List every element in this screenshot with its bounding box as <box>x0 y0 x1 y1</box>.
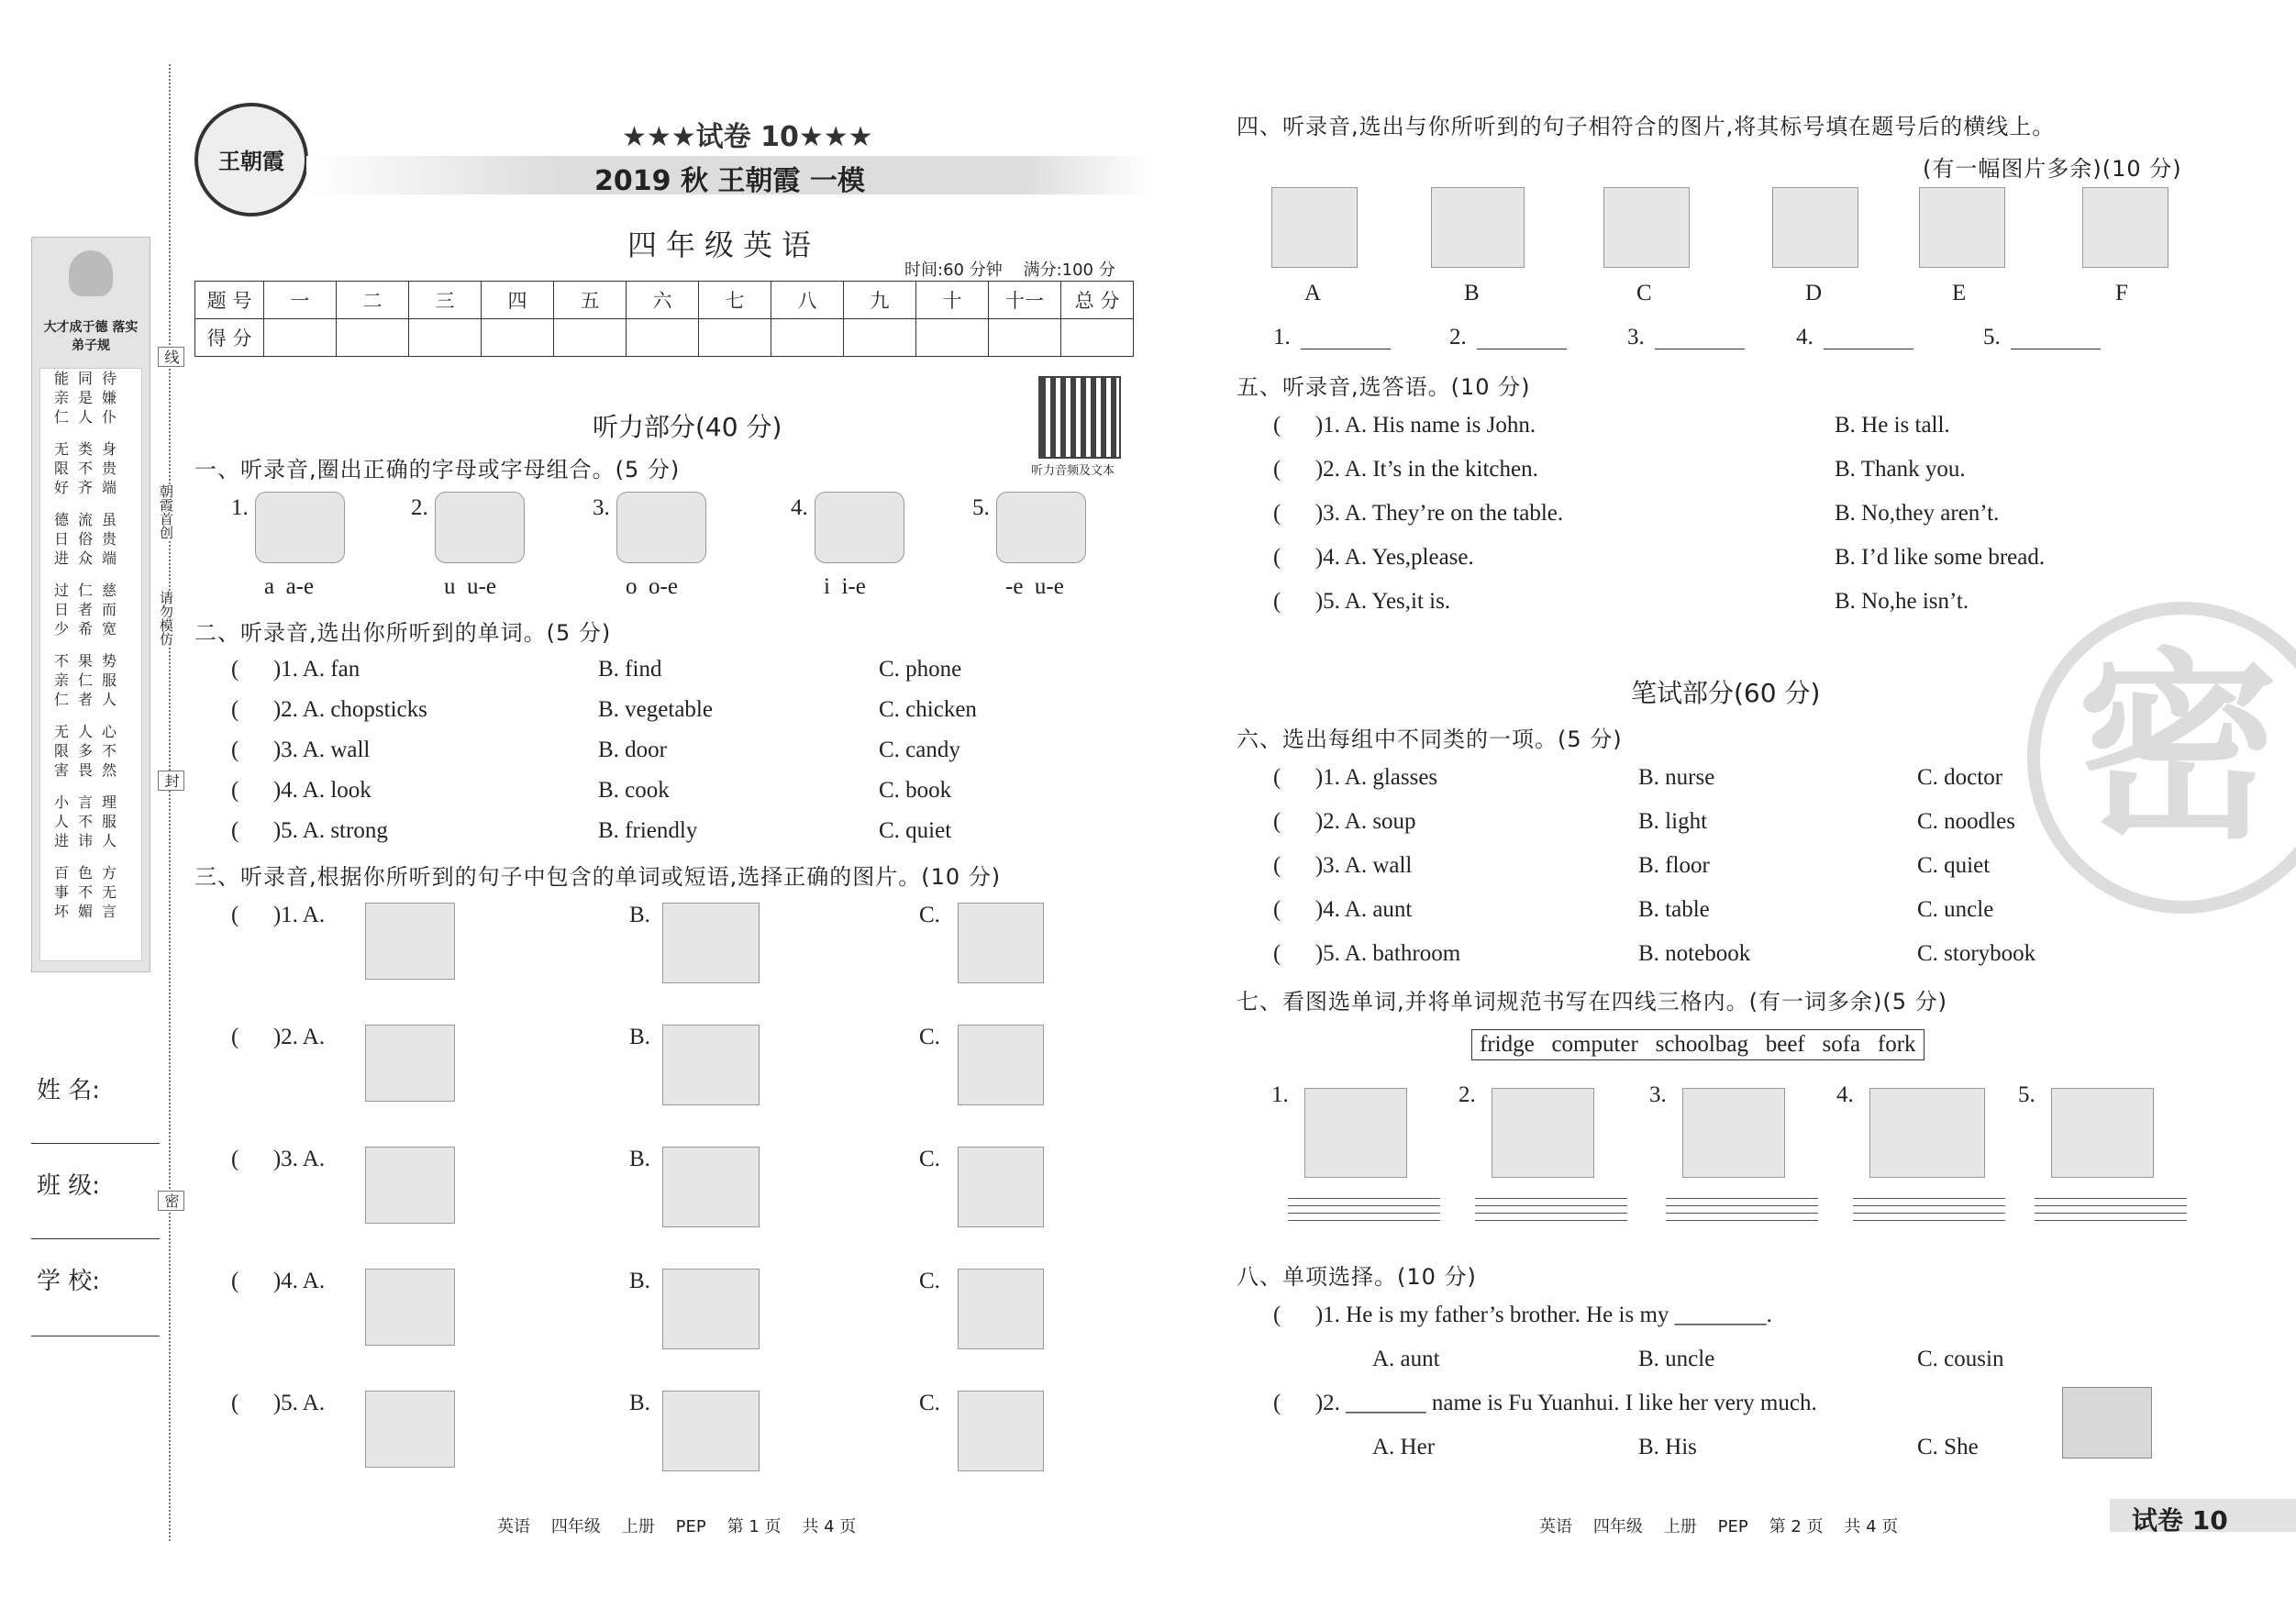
q1-picture-kids <box>996 492 1086 563</box>
q4-picture-e[interactable] <box>1919 187 2005 268</box>
q3-picture-b-kitchen[interactable] <box>662 1391 760 1471</box>
q6-question[interactable]: ( )5. A. bathroom <box>1273 941 1461 966</box>
q3-picture-c-spoon[interactable] <box>958 1025 1044 1105</box>
q3-question[interactable]: ( )3. A. <box>231 1147 326 1171</box>
q3-picture-a-book[interactable] <box>365 1147 455 1224</box>
q2-option-b[interactable]: B. vegetable <box>598 697 713 722</box>
couplet-line: 限多不 <box>53 742 126 760</box>
q4-answer-blank[interactable] <box>1824 332 1913 349</box>
q8-option-b[interactable]: B. His <box>1638 1435 1697 1459</box>
couplet-line: 小言理 <box>53 793 126 811</box>
q3-picture-b-nurse[interactable] <box>662 1269 760 1349</box>
logo-text: 王朝霞 <box>218 149 284 174</box>
q6-option-c[interactable]: C. noodles <box>1917 809 2015 834</box>
q1-picture-six <box>815 492 904 563</box>
q3-option-c[interactable]: C. <box>919 1025 940 1049</box>
mascot-icon <box>69 250 113 296</box>
q4-blank-number: 2. <box>1449 325 1467 349</box>
score-header-cell: 十 <box>916 282 989 319</box>
couplet-line: 亲是嫌 <box>53 389 126 406</box>
q4-heading: 四、听录音,选出与你所听到的句子相符合的图片,将其标号填在题号后的横线上。 <box>1237 114 2056 139</box>
q3-question[interactable]: ( )5. A. <box>231 1391 326 1415</box>
q6-question[interactable]: ( )1. A. glasses <box>1273 765 1438 790</box>
q8-question[interactable]: ( )1. He is my father’s brother. He is my ________. <box>1273 1303 1772 1327</box>
q3-picture-c-cook[interactable] <box>958 1269 1044 1349</box>
q1-item-number: 2. <box>411 495 428 520</box>
couplet-line: 进讳人 <box>53 832 126 849</box>
score-header-cell: 十一 <box>989 282 1061 319</box>
writing-line <box>1288 1198 1440 1205</box>
score-header-cell: 八 <box>771 282 844 319</box>
q3-option-b[interactable]: B. <box>629 1025 650 1049</box>
q6-heading: 六、选出每组中不同类的一项。(5 分) <box>1237 726 1623 752</box>
q7-item-number: 2. <box>1459 1082 1476 1107</box>
q3-option-b[interactable]: B. <box>629 1269 650 1293</box>
writing-line <box>2035 1220 2187 1227</box>
time-and-score: 时间:60 分钟 满分:100 分 <box>904 261 1115 280</box>
score-input-cell[interactable] <box>699 319 771 357</box>
q7-writing-lines[interactable] <box>1853 1198 2005 1227</box>
seal-warning-mark: 请勿模仿 <box>158 591 174 646</box>
score-header-cell: 一 <box>264 282 337 319</box>
q7-picture-fork <box>2051 1088 2154 1178</box>
q2-question[interactable]: ( )2. A. chopsticks <box>231 697 427 722</box>
q5-option-b[interactable]: B. I’d like some bread. <box>1835 545 2046 570</box>
q3-picture-b-window[interactable] <box>662 903 760 983</box>
writing-line <box>2035 1213 2187 1220</box>
q7-writing-lines[interactable] <box>1475 1198 1627 1227</box>
q3-option-c[interactable]: C. <box>919 1391 940 1415</box>
couplet-line: 坏媚言 <box>53 903 126 920</box>
q7-word-bank: fridge computer schoolbag beef sofa fork <box>1471 1029 1924 1060</box>
paper-number: ★★★试卷 10★★★ <box>622 121 873 153</box>
couplet-line: 不果势 <box>53 652 126 670</box>
q8-option-c[interactable]: C. She <box>1917 1435 1979 1459</box>
q6-option-c[interactable]: C. quiet <box>1917 853 1991 878</box>
q3-option-c[interactable]: C. <box>919 903 940 927</box>
subject-title: 四年级英语 <box>627 227 821 262</box>
qr-caption: 听力音频及文本 <box>1031 464 1115 478</box>
score-table <box>194 281 1134 357</box>
couplet-line: 人不服 <box>53 813 126 830</box>
q6-option-b[interactable]: B. table <box>1638 897 1710 922</box>
couplet-line: 好齐端 <box>53 479 126 496</box>
q2-question[interactable]: ( )5. A. strong <box>231 818 388 843</box>
q2-option-c[interactable]: C. candy <box>879 738 960 762</box>
q8-option-a[interactable]: A. Her <box>1372 1435 1436 1459</box>
q3-option-b[interactable]: B. <box>629 903 650 927</box>
q6-question[interactable]: ( )4. A. aunt <box>1273 897 1413 922</box>
couplet-list <box>42 369 138 934</box>
q2-option-b[interactable]: B. find <box>598 657 662 682</box>
footer-tag: 试卷 10 <box>2132 1505 2228 1536</box>
score-input-cell[interactable] <box>771 319 844 357</box>
q4-picture-label: A <box>1304 281 1322 305</box>
score-header-cell: 三 <box>409 282 482 319</box>
score-input-cell[interactable] <box>1061 319 1134 357</box>
q6-option-c[interactable]: C. doctor <box>1917 765 2003 790</box>
q1-picture-cat <box>435 492 525 563</box>
q3-option-c[interactable]: C. <box>919 1269 940 1293</box>
q1-item-number: 5. <box>972 495 990 520</box>
q5-question[interactable]: ( )2. A. It’s in the kitchen. <box>1273 457 1538 482</box>
binding-dotted-line <box>169 64 171 1541</box>
q6-option-b[interactable]: B. notebook <box>1638 941 1751 966</box>
couplet-line: 仁人仆 <box>53 408 126 426</box>
writing-line <box>1666 1198 1818 1205</box>
score-header-cell: 二 <box>337 282 409 319</box>
seal-seal-mark: 封 <box>158 771 184 791</box>
q7-picture-fridge <box>1682 1088 1785 1178</box>
name-field[interactable] <box>31 1143 160 1144</box>
q2-question[interactable]: ( )4. A. look <box>231 778 372 803</box>
q3-question[interactable]: ( )1. A. <box>231 903 326 927</box>
writing-line <box>1853 1198 2005 1205</box>
exam-title: 2019 秋 王朝霞 一模 <box>594 165 865 197</box>
score-input-cell[interactable] <box>409 319 482 357</box>
writing-line <box>1666 1213 1818 1220</box>
score-input-cell[interactable] <box>264 319 337 357</box>
writing-line <box>2035 1205 2187 1213</box>
couplet-line: 仁者人 <box>53 691 126 708</box>
sidebar-motto: 大才成于德 落实弟子规 <box>43 320 139 353</box>
q5-question[interactable]: ( )1. A. His name is John. <box>1273 413 1536 438</box>
score-header-cell: 题 号 <box>195 282 264 319</box>
q3-picture-c-box[interactable] <box>958 903 1044 983</box>
q5-option-b[interactable]: B. No,he isn’t. <box>1835 589 1969 614</box>
name-label: 姓 名: <box>37 1077 101 1104</box>
qr-code-icon[interactable] <box>1040 378 1119 457</box>
score-input-cell[interactable] <box>916 319 989 357</box>
writing-line <box>1475 1198 1627 1205</box>
writing-line <box>1475 1220 1627 1227</box>
q5-option-b[interactable]: B. Thank you. <box>1835 457 1966 482</box>
q1-options[interactable]: u u-e <box>444 574 496 599</box>
q6-option-b[interactable]: B. floor <box>1638 853 1710 878</box>
q4-answer-blank[interactable] <box>1477 332 1567 349</box>
q1-options[interactable]: a a-e <box>264 574 315 599</box>
score-header-cell: 九 <box>844 282 916 319</box>
q6-question[interactable]: ( )2. A. soup <box>1273 809 1416 834</box>
couplet-line: 过仁慈 <box>53 582 126 599</box>
q4-picture-label: C <box>1636 281 1652 305</box>
couplet-line: 限不贵 <box>53 460 126 477</box>
q3-picture-a-living-room[interactable] <box>365 1391 455 1468</box>
watermark-seal <box>2027 602 2296 914</box>
q1-options[interactable]: -e u-e <box>1005 574 1064 599</box>
q2-option-b[interactable]: B. door <box>598 738 667 762</box>
score-header-cell: 四 <box>482 282 554 319</box>
listening-section-title: 听力部分(40 分) <box>593 412 782 442</box>
footer-left: 英语 四年级 上册 PEP 第 1 页 共 4 页 <box>497 1517 857 1536</box>
couplet-line: 事不无 <box>53 883 126 901</box>
q2-question[interactable]: ( )3. A. wall <box>231 738 371 762</box>
score-input-cell[interactable] <box>554 319 627 357</box>
photo-fu-yuanhui <box>2062 1387 2152 1458</box>
writing-line <box>1666 1220 1818 1227</box>
writing-line <box>2035 1198 2187 1205</box>
q3-picture-b-knife[interactable] <box>662 1025 760 1105</box>
q1-item-number: 4. <box>791 495 808 520</box>
score-input-cell[interactable] <box>482 319 554 357</box>
writing-line <box>1288 1205 1440 1213</box>
q3-picture-a-person[interactable] <box>365 1269 455 1346</box>
q4-picture-label: F <box>2115 281 2128 305</box>
q7-picture-sofa <box>1304 1088 1407 1178</box>
q7-writing-lines[interactable] <box>1288 1198 1440 1227</box>
q2-option-c[interactable]: C. phone <box>879 657 962 682</box>
q3-picture-c-study[interactable] <box>958 1391 1044 1471</box>
q3-question[interactable]: ( )2. A. <box>231 1025 326 1049</box>
q4-picture-label: B <box>1464 281 1480 305</box>
q3-picture-c-book[interactable] <box>958 1147 1044 1227</box>
q1-picture-cake <box>255 492 345 563</box>
q7-picture-schoolbag <box>1492 1088 1594 1178</box>
written-section-title: 笔试部分(60 分) <box>1631 678 1821 708</box>
score-header-cell: 六 <box>627 282 699 319</box>
q2-option-c[interactable]: C. chicken <box>879 697 977 722</box>
q4-answer-blank[interactable] <box>1301 332 1391 349</box>
couplet-line: 少希宽 <box>53 620 126 638</box>
q2-option-c[interactable]: C. quiet <box>879 818 952 843</box>
q4-answer-blank[interactable] <box>1655 332 1745 349</box>
q6-option-b[interactable]: B. nurse <box>1638 765 1715 790</box>
class-label: 班 级: <box>37 1172 101 1200</box>
q8-option-b[interactable]: B. uncle <box>1638 1347 1715 1371</box>
score-header-cell: 总 分 <box>1061 282 1134 319</box>
q2-option-b[interactable]: B. friendly <box>598 818 698 843</box>
couplet-line: 害畏然 <box>53 761 126 779</box>
q7-heading: 七、看图选单词,并将单词规范书写在四线三格内。(有一词多余)(5 分) <box>1237 989 1947 1015</box>
q4-picture-b[interactable] <box>1431 187 1525 268</box>
writing-line <box>1853 1213 2005 1220</box>
q6-question[interactable]: ( )3. A. wall <box>1273 853 1413 878</box>
score-input-cell[interactable] <box>627 319 699 357</box>
couplet-line: 无类身 <box>53 440 126 458</box>
q1-item-number: 3. <box>593 495 610 520</box>
footer-right: 英语 四年级 上册 PEP 第 2 页 共 4 页 <box>1539 1517 1899 1536</box>
couplet-line: 德流虽 <box>53 511 126 528</box>
q7-item-number: 5. <box>2018 1082 2035 1107</box>
score-row-label: 得 分 <box>195 319 264 357</box>
q1-heading: 一、听录音,圈出正确的字母或字母组合。(5 分) <box>194 457 681 482</box>
logo-badge <box>194 103 308 216</box>
score-input-cell[interactable] <box>337 319 409 357</box>
q8-heading: 八、单项选择。(10 分) <box>1237 1264 1477 1290</box>
seal-line-mark: 线 <box>158 347 184 367</box>
q6-option-b[interactable]: B. light <box>1638 809 1708 834</box>
q5-question[interactable]: ( )3. A. They’re on the table. <box>1273 501 1564 526</box>
q6-option-c[interactable]: C. uncle <box>1917 897 1994 922</box>
couplet-line: 日者而 <box>53 601 126 618</box>
q4-picture-label: D <box>1805 281 1823 305</box>
writing-line <box>1475 1213 1627 1220</box>
q3-option-b[interactable]: B. <box>629 1391 650 1415</box>
q2-heading: 二、听录音,选出你所听到的单词。(5 分) <box>194 620 612 646</box>
writing-line <box>1666 1205 1818 1213</box>
q4-note: (有一幅图片多余)(10 分) <box>1923 156 2182 182</box>
q2-option-b[interactable]: B. cook <box>598 778 670 803</box>
couplet-line: 进众端 <box>53 549 126 567</box>
q4-blank-number: 4. <box>1796 325 1814 349</box>
score-input-cell[interactable] <box>844 319 916 357</box>
writing-line <box>1475 1205 1627 1213</box>
q7-item-number: 3. <box>1649 1082 1667 1107</box>
q6-option-c[interactable]: C. storybook <box>1917 941 2036 966</box>
q4-picture-c[interactable] <box>1603 187 1690 268</box>
q4-picture-d[interactable] <box>1772 187 1858 268</box>
q5-question[interactable]: ( )4. A. Yes,please. <box>1273 545 1474 570</box>
watermark-glyph: 密 <box>2077 631 2279 866</box>
q3-option-b[interactable]: B. <box>629 1147 650 1171</box>
q4-picture-label: E <box>1952 281 1967 305</box>
q5-question[interactable]: ( )5. A. Yes,it is. <box>1273 589 1451 614</box>
writing-line <box>1288 1213 1440 1220</box>
class-field[interactable] <box>31 1238 160 1239</box>
q4-blank-number: 1. <box>1273 325 1291 349</box>
score-input-cell[interactable] <box>989 319 1061 357</box>
q2-question[interactable]: ( )1. A. fan <box>231 657 360 682</box>
q8-option-c[interactable]: C. cousin <box>1917 1347 2004 1371</box>
q7-writing-lines[interactable] <box>1666 1198 1818 1227</box>
q4-blank-number: 3. <box>1627 325 1645 349</box>
school-label: 学 校: <box>37 1268 101 1295</box>
q3-heading: 三、听录音,根据你所听到的句子中包含的单词或短语,选择正确的图片。(10 分) <box>194 864 1002 890</box>
writing-line <box>1853 1205 2005 1213</box>
couplet-line: 亲仁服 <box>53 671 126 689</box>
couplet-line: 能同待 <box>53 370 126 387</box>
couplet-line: 日俗贵 <box>53 530 126 548</box>
q1-item-number: 1. <box>231 495 249 520</box>
q7-item-number: 4. <box>1836 1082 1854 1107</box>
q1-picture-nose <box>616 492 706 563</box>
q1-options[interactable]: o o-e <box>626 574 678 599</box>
q3-picture-a-board[interactable] <box>365 903 455 980</box>
q7-picture-computer <box>1869 1088 1985 1178</box>
q5-option-b[interactable]: B. He is tall. <box>1835 413 1950 438</box>
seal-secret-mark: 密 <box>158 1191 184 1211</box>
q2-option-c[interactable]: C. book <box>879 778 952 803</box>
writing-line <box>1288 1220 1440 1227</box>
q3-option-c[interactable]: C. <box>919 1147 940 1171</box>
q8-option-a[interactable]: A. aunt <box>1372 1347 1440 1371</box>
couplet-line: 无人心 <box>53 723 126 740</box>
q5-heading: 五、听录音,选答语。(10 分) <box>1237 374 1531 400</box>
q3-picture-b-book[interactable] <box>662 1147 760 1227</box>
couplet-line: 百色方 <box>53 864 126 882</box>
score-header-cell: 七 <box>699 282 771 319</box>
q4-answer-blank[interactable] <box>2011 332 2101 349</box>
q1-options[interactable]: i i-e <box>824 574 866 599</box>
score-header-cell: 五 <box>554 282 627 319</box>
q8-question[interactable]: ( )2. _______ name is Fu Yuanhui. I like her very much. <box>1273 1391 1817 1415</box>
q4-picture-a[interactable] <box>1271 187 1358 268</box>
writing-line <box>1853 1220 2005 1227</box>
q4-picture-f[interactable] <box>2082 187 2168 268</box>
q3-question[interactable]: ( )4. A. <box>231 1269 326 1293</box>
q4-blank-number: 5. <box>1983 325 2001 349</box>
q5-option-b[interactable]: B. No,they aren’t. <box>1835 501 2000 526</box>
q7-item-number: 1. <box>1271 1082 1289 1107</box>
q3-picture-a-bowl[interactable] <box>365 1025 455 1102</box>
seal-origin-mark: 朝霞首创 <box>158 484 174 539</box>
q7-writing-lines[interactable] <box>2035 1198 2187 1227</box>
